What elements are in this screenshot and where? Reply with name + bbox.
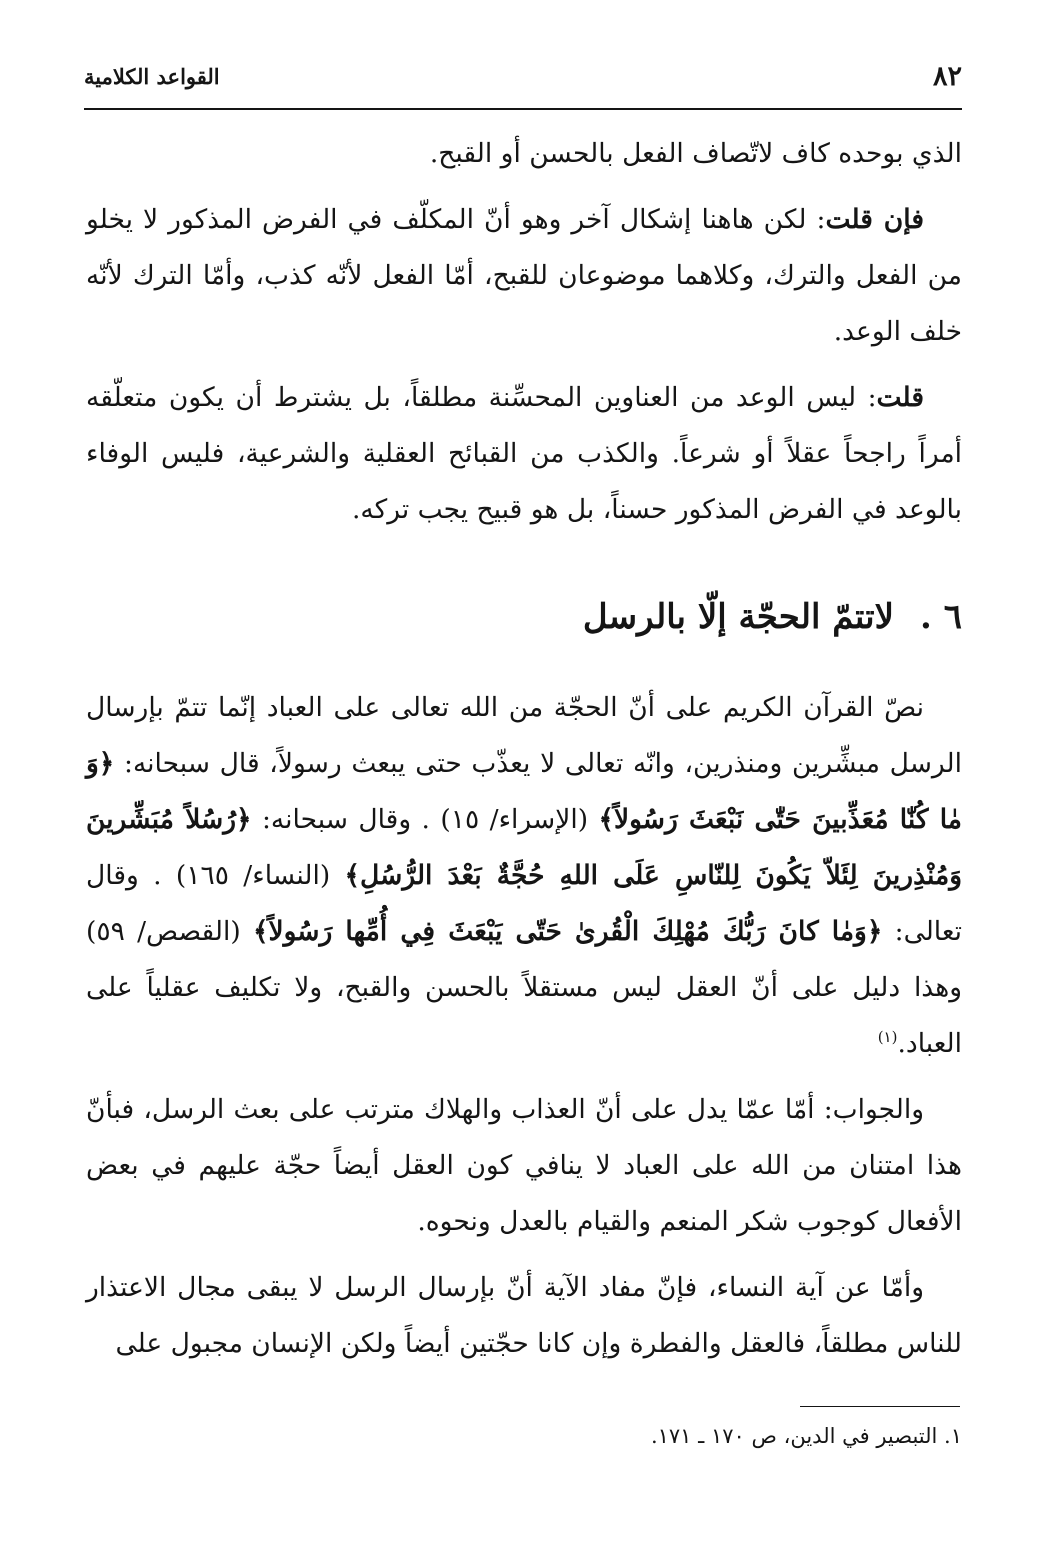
footnote-rule bbox=[800, 1406, 960, 1407]
paragraph-nisa-verse bbox=[86, 1260, 962, 1372]
verse-reference: (الإسراء/ ١٥) . وقال سبحانه: bbox=[251, 804, 599, 835]
section-number: ٦ . bbox=[920, 597, 962, 637]
section-title: لاتتمّ الحجّة إلّا بالرسل bbox=[582, 597, 895, 637]
quran-verse: ﴿رُسُلاً مُبَشِّرينَ وَمُنْذِرينَ لِئَلاّ يَكُونَ لِلنّاسِ عَلَى اللهِ حُجَّةٌ بَعْدَ الرُّسُلِ﴾ bbox=[86, 804, 962, 891]
running-header bbox=[84, 56, 962, 96]
main-text bbox=[86, 126, 962, 1372]
section-heading bbox=[86, 592, 962, 642]
paragraph-text: الذي بوحده كاف لاتّصاف الفعل بالحسن أو القبح. bbox=[429, 138, 962, 169]
verse-reference: (النساء/ ١٦٥) . وقال تعالى: bbox=[86, 860, 963, 947]
quran-verse: ﴿وَ مٰا كُنّٰا مُعَذِّبينَ حَتّٰى نَبْعَثَ رَسُولاً﴾ bbox=[86, 748, 962, 835]
page-number: ٨٢ bbox=[932, 60, 962, 92]
paragraph-quran-evidence bbox=[86, 680, 962, 1072]
paragraph-text: وأمّا عن آية النساء، فإنّ مفاد الآية أنّ بإرسال الرسل لا يبقى مجال الاعتذار للناس مطلقاً، فالعقل والفطرة وإن كانا حجّتين أيضاً ولكن الإنسان مجبول على bbox=[86, 1272, 962, 1359]
book-title: القواعد الكلامية bbox=[84, 63, 220, 89]
footnote-text: ١. التبصير في الدين، ص ١٧٠ ـ ١٧١. bbox=[650, 1424, 962, 1448]
paragraph-answer bbox=[86, 1082, 962, 1250]
footnote-marker[interactable]: (١) bbox=[877, 1028, 898, 1047]
footnote bbox=[86, 1420, 962, 1452]
lead-phrase: قلت bbox=[876, 382, 924, 413]
header-rule bbox=[84, 108, 962, 110]
paragraph-reply bbox=[86, 370, 962, 538]
paragraph-text: : ليس الوعد من العناوين المحسِّنة مطلقاً، بل يشترط أن يكون متعلّقه أمراً راجحاً عقلاً أو شرعاً. والكذب من القبائح العقلية والشرعية، فليس الوفاء بالوعد في الفرض المذكور حسناً، بل هو قبيح يجب تركه. bbox=[86, 382, 962, 525]
lead-phrase: فإن قلت bbox=[825, 204, 924, 235]
paragraph-text: : لكن هاهنا إشكال آخر وهو أنّ المكلّف في الفرض المذكور لا يخلو من الفعل والترك، وكلاهما موضوعان للقبح، أمّا الفعل لأنّه كذب، وأمّا الترك لأنّه خلف الوعد. bbox=[86, 204, 962, 347]
paragraph-continuation bbox=[86, 126, 962, 182]
paragraph-objection bbox=[86, 192, 962, 360]
paragraph-text: والجواب: أمّا عمّا يدل على أنّ العذاب والهلاك مترتب على بعث الرسل، فبأنّ هذا امتنان من الله على العباد لا ينافي كون العقل أيضاً حجّة عليهم في بعض الأفعال كوجوب شكر المنعم والقيام بالعدل ونحوه. bbox=[86, 1094, 962, 1237]
paragraph-text: نصّ القرآن الكريم على أنّ الحجّة من الله تعالى على العباد إنّما تتمّ بإرسال الرسل مبشِّرين ومنذرين، وانّه تعالى لا يعذّب حتى يبعث رسولاً، قال سبحانه: bbox=[86, 692, 962, 779]
verse-reference: (القصص/ ٥٩) وهذا دليل على أنّ العقل ليس مستقلاً بالحسن والقبح، ولا تكليف عقلياً على العباد. bbox=[86, 916, 962, 1059]
quran-verse: ﴿وَمٰا كانَ رَبُّكَ مُهْلِكَ الْقُرىٰ حَتّى يَبْعَثَ فِي أُمِّها رَسُولاً﴾ bbox=[252, 916, 883, 947]
